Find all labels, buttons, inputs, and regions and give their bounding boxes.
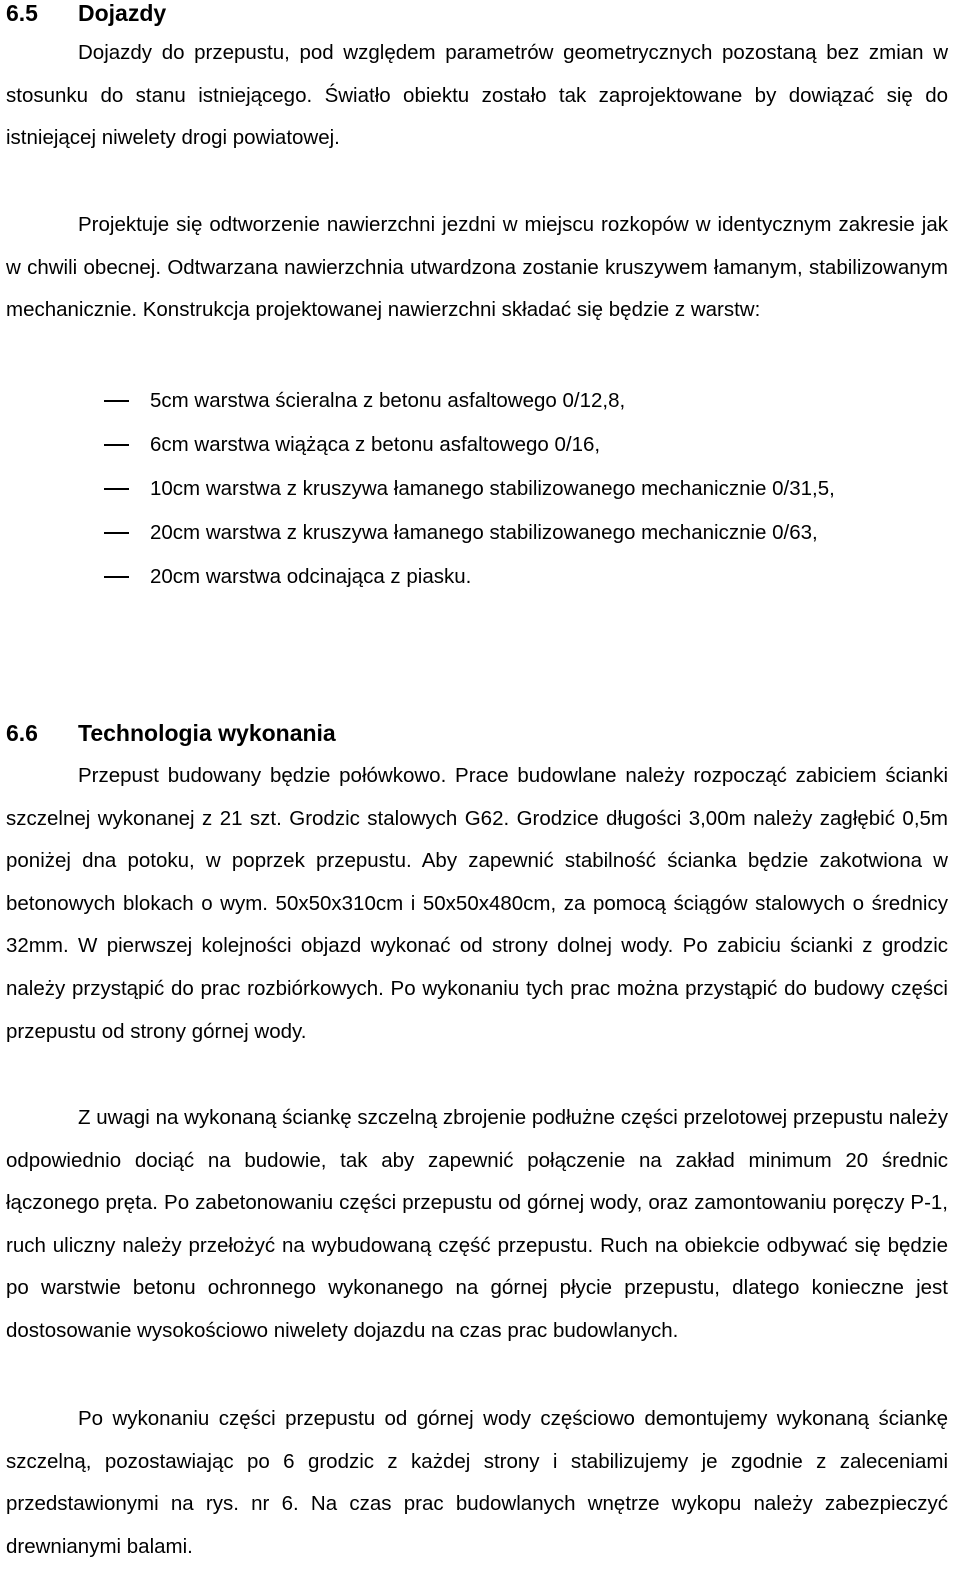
- list-item-text: 5cm warstwa ścieralna z betonu asfaltowego 0/12,8,: [150, 389, 626, 412]
- dash-bullet-icon: [104, 444, 129, 446]
- dash-bullet-icon: [104, 576, 129, 578]
- paragraph: Po wykonaniu części przepustu od górnej wody częściowo demontujemy wykonaną ściankę szczelną, pozostawiając po 6 grodzic z każdej strony i stabilizujemy je zgodnie z zaleceniami przedstawionymi na rys. nr 6. Na czas prac budowlanych wnętrze wykopu należy zabezpieczyć drewnianymi balami.: [6, 1407, 948, 1558]
- layer-list: [6, 379, 948, 599]
- section-number: 6.6: [6, 720, 38, 746]
- dash-bullet-icon: [104, 532, 129, 534]
- paragraph: Z uwagi na wykonaną ściankę szczelną zbrojenie podłużne części przelotowej przepustu należy odpowiednio dociąć na budowie, tak aby zapewnić połączenie na zakład minimum 20 średnic łączonego pręta. Po zabetonowaniu części przepustu od górnej wody, oraz zamontowaniu poręczy P-1, ruch uliczny należy przełożyć na wybudowaną część przepustu. Ruch na obiekcie odbywać się będzie po warstwie betonu ochronnego wykonanego na górnej płycie przepustu, dlatego konieczne jest dostosowanie wysokościowo niwelety dojazdu na czas prac budowlanych.: [6, 1106, 948, 1342]
- paragraph: Dojazdy do przepustu, pod względem parametrów geometrycznych pozostaną bez zmian w stosunku do stanu istniejącego. Światło obiektu zostało tak zaprojektowane by dowiązać się do istniejącej niwelety drogi powiatowej.: [6, 41, 948, 150]
- paragraph: Projektuje się odtworzenie nawierzchni jezdni w miejscu rozkopów w identycznym zakresie jak w chwili obecnej. Odtwarzana nawierzchnia utwardzona zostanie kruszywem łamanym, stabilizowanym mechanicznie. Konstrukcja projektowanej nawierzchni składać się będzie z warstw:: [6, 213, 948, 322]
- section-heading-6-6: [6, 720, 336, 746]
- section-title: Dojazdy: [78, 0, 167, 26]
- list-item: [6, 379, 948, 423]
- section-title: Technologia wykonania: [78, 720, 336, 746]
- dash-bullet-icon: [104, 488, 129, 490]
- list-item-text: 20cm warstwa z kruszywa łamanego stabilizowanego mechanicznie 0/63,: [150, 521, 818, 544]
- dash-bullet-icon: [104, 400, 129, 402]
- paragraph: Przepust budowany będzie połówkowo. Prace budowlane należy rozpocząć zabiciem ścianki szczelnej wykonanej z 21 szt. Grodzic stalowych G62. Grodzice długości 3,00m należy zagłębić 0,5m poniżej dna potoku, w poprzek przepustu. Aby zapewnić stabilność ścianka będzie zakotwiona w betonowych blokach o wym. 50x50x310cm i 50x50x480cm, za pomocą ściągów stalowych o średnicy 32mm. W pierwszej kolejności objazd wykonać od strony dolnej wody. Po zabiciu ścianki z grodzic należy przystąpić do prac rozbiórkowych. Po wykonaniu tych prac można przystąpić do budowy części przepustu od strony górnej wody.: [6, 764, 948, 1043]
- section-heading-6-5: [6, 0, 166, 26]
- list-item: [6, 511, 948, 555]
- list-item-text: 10cm warstwa z kruszywa łamanego stabilizowanego mechanicznie 0/31,5,: [150, 477, 835, 500]
- list-item: [6, 423, 948, 467]
- list-item-text: 20cm warstwa odcinająca z piasku.: [150, 565, 472, 588]
- list-item-text: 6cm warstwa wiążąca z betonu asfaltowego 0/16,: [150, 433, 601, 456]
- list-item: [6, 467, 948, 511]
- list-item: [6, 555, 948, 599]
- section-number: 6.5: [6, 0, 38, 26]
